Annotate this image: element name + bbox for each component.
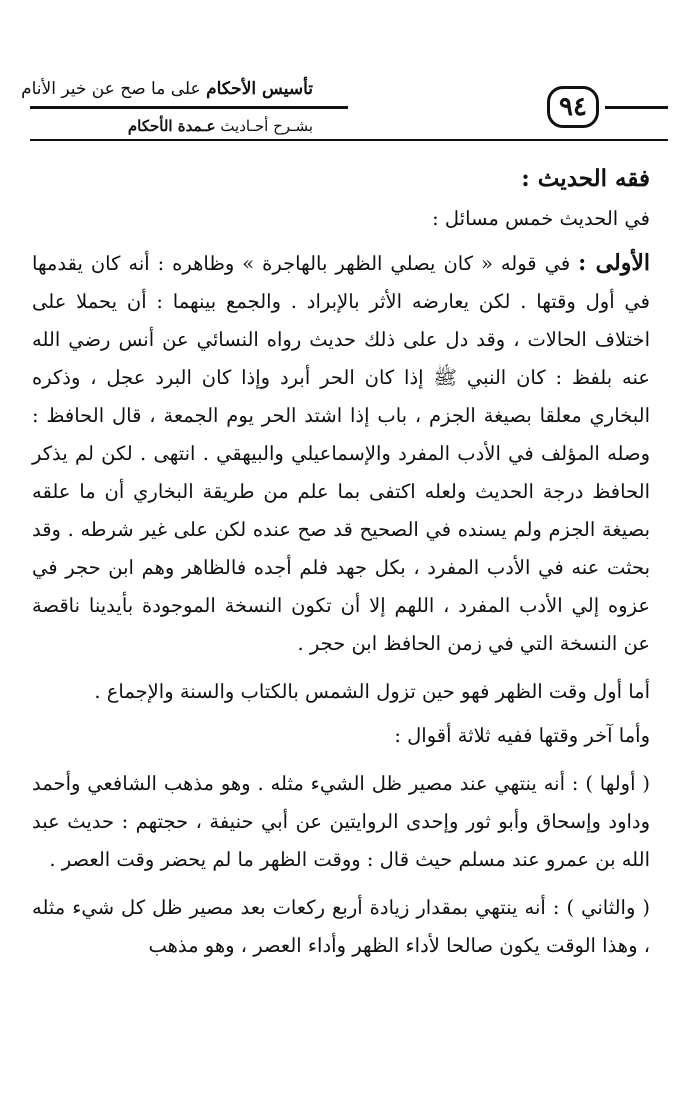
book-title-rest: على ما صح عن خير الأنام <box>21 79 201 99</box>
paragraph <box>32 889 650 965</box>
header-line-left <box>30 106 348 109</box>
paragraph-text: ( أولها ) : أنه ينتهي عند مصير ظل الشيء مثله . وهو مذهب الشافعي وأحمد وداود وإسحاق وأبو ثور وإحدى الروايتين عن أبي حنيفة ، حجتهم : حديث عبد الله بن عمرو عند مسلم حيث قال : ووقت الظهر ما لم يحضر وقت العصر . <box>32 772 650 871</box>
running-subtitle <box>128 115 313 137</box>
paragraph-lead: الأولى : <box>578 250 651 276</box>
section-heading: فقه الحديث : <box>521 165 650 192</box>
paragraph-text: أما أول وقت الظهر فهو حين تزول الشمس بالكتاب والسنة والإجماع . <box>94 680 650 703</box>
paragraph <box>32 200 650 238</box>
paragraph <box>32 673 650 711</box>
subtitle-bold: عـمدة الأحكام <box>127 117 216 135</box>
running-title <box>21 78 313 100</box>
book-title-bold: تأسيس الأحكام <box>206 79 313 99</box>
header-rule <box>30 139 668 141</box>
paragraph-text: ( والثاني ) : أنه ينتهي بمقدار زيادة أربع ركعات بعد مصير ظل كل شيء مثله ، وهذا الوقت يكون صالحا لأداء الظهر وأداء العصر ، وهو مذهب <box>32 896 650 957</box>
paragraph-text: في قوله « كان يصلي الظهر بالهاجرة » وظاهره : أنه كان يقدمها في أول وقتها . لكن يعارضه الأثر بالإبراد . والجمع بينهما : أن يحملا على اختلاف الحالات ، وقد دل على ذلك حديث رواه النسائي عن أنس رضي الله عنه بلفظ : كان النبي ﷺ إذا كان الحر أبرد وإذا كان البرد عجل ، وذكره البخاري معلقا بصيغة الجزم ، باب إذا اشتد الحر يوم الجمعة ، قال الحافظ : وصله المؤلف في الأدب المفرد والإسماعيلي والبيهقي . انتهى . لكن لم يذكر الحافظ درجة الحديث ولعله اكتفى بما علم من طريقة البخاري أن ما علقه بصيغة الجزم ولم يسنده في الصحيح قد صح عنده لكن على غير شرطه . وقد بحثت عنه في الأدب المفرد ، بكل جهد فلم أجده فالظاهر وهم ابن حجر في عزوه إلي الأدب المفرد ، اللهم إلا أن تكون النسخة الموجودة بأيدينا ناقصة عن النسخة التي في زمن الحافظ ابن حجر . <box>32 252 650 655</box>
paragraph <box>32 717 650 755</box>
header-line-right <box>605 106 668 109</box>
subtitle-prefix: بشـرح أحـاديث <box>220 117 313 135</box>
paragraph <box>32 765 650 879</box>
paragraph <box>32 244 650 663</box>
main-text <box>32 160 650 975</box>
paragraph-text: وأما آخر وقتها ففيه ثلاثة أقوال : <box>394 724 650 747</box>
paragraph-text: في الحديث خمس مسائل : <box>432 207 650 230</box>
page-number: ٩٤ <box>547 86 599 128</box>
